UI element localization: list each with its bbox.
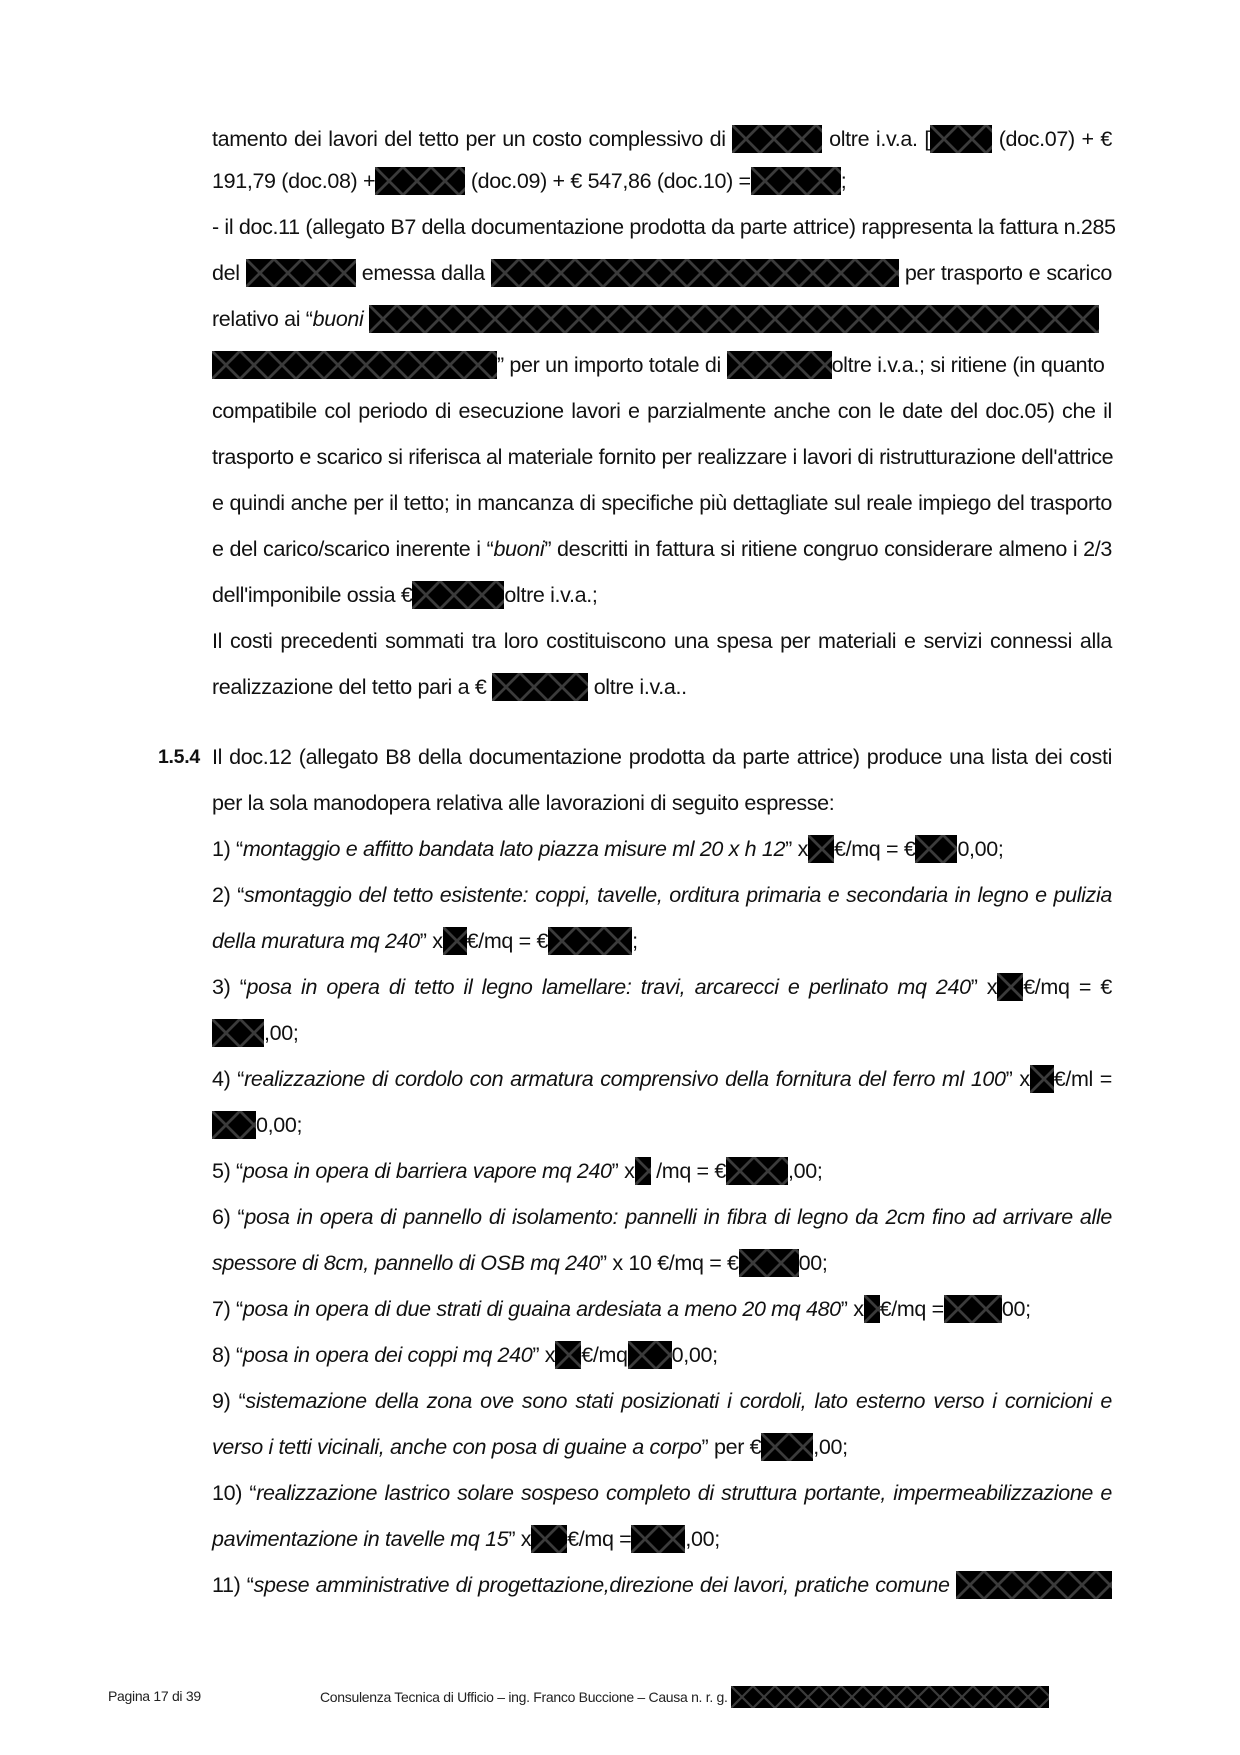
- redaction-box: [930, 125, 992, 153]
- list-item-continuation: 0,00;: [212, 1110, 1112, 1140]
- redaction-box: [739, 1249, 799, 1277]
- redaction-box: [915, 835, 957, 863]
- text-line: 191,79 (doc.08) + (doc.09) + € 547,86 (doc.10) = ;: [212, 169, 847, 193]
- list-item-continuation: della muratura mq 240” x €/mq = € ;: [212, 929, 638, 953]
- redaction-box: [375, 167, 465, 195]
- text-line: - il doc.11 (allegato B7 della documentazione prodotta da parte attrice) rappresenta la fattura n.285: [212, 215, 1116, 239]
- redaction-box: [1030, 1065, 1054, 1093]
- redaction-box: [726, 1157, 788, 1185]
- list-item: 4) “realizzazione di cordolo con armatura comprensivo della fornitura del ferro ml 100” x €/ml =: [212, 1067, 1112, 1091]
- text-line: del emessa dalla per trasporto e scarico: [212, 261, 1112, 285]
- list-item-continuation: ,00;: [212, 1018, 1112, 1048]
- redaction-box: [555, 1341, 581, 1369]
- redaction-box: [732, 125, 822, 153]
- list-item-continuation: pavimentazione in tavelle mq 15” x €/mq = ,00;: [212, 1527, 720, 1551]
- text-line: tamento dei lavori del tetto per un costo complessivo di oltre i.v.a. [ (doc.07) + €: [212, 127, 1113, 151]
- list-item: 7) “posa in opera di due strati di guaina ardesiata a meno 20 mq 480” x €/mq = 00;: [212, 1297, 1031, 1321]
- redaction-box: [731, 1686, 1049, 1708]
- list-item: 1) “montaggio e affitto bandata lato piazza misure ml 20 x h 12” x €/mq = € 0,00;: [212, 837, 1004, 861]
- text-line: ” per un importo totale di oltre i.v.a.; si ritiene (in quanto: [212, 350, 1112, 380]
- section-number: 1.5.4: [158, 746, 200, 768]
- text-line: e quindi anche per il tetto; in mancanza di specifiche più dettagliate sul reale impiego del trasporto: [212, 491, 1112, 515]
- list-item: 6) “posa in opera di pannello di isolamento: pannelli in fibra di legno da 2cm fino ad arrivare alle: [212, 1205, 1112, 1229]
- footer-title: Consulenza Tecnica di Ufficio – ing. Franco Buccione – Causa n. r. g.: [320, 1686, 1049, 1708]
- redaction-box: [956, 1571, 1112, 1599]
- redaction-box: [246, 259, 356, 287]
- list-item-continuation: verso i tetti vicinali, anche con posa di guaine a corpo” per € ,00;: [212, 1435, 848, 1459]
- redaction-box: [864, 1295, 880, 1323]
- text-line: Il doc.12 (allegato B8 della documentazione prodotta da parte attrice) produce una lista dei costi: [212, 745, 1112, 769]
- list-item: 2) “smontaggio del tetto esistente: coppi, tavelle, orditura primaria e secondaria in legno e pulizia: [212, 883, 1112, 907]
- list-item: 9) “sistemazione della zona ove sono stati posizionati i cordoli, lato esterno verso i cornicioni e: [212, 1389, 1113, 1413]
- redaction-box: [727, 351, 832, 379]
- list-item-continuation: spessore di 8cm, pannello di OSB mq 240” x 10 €/mq = € 00;: [212, 1251, 828, 1275]
- redaction-box: [628, 1341, 672, 1369]
- redaction-box: [212, 1019, 264, 1047]
- text-line: relativo ai “buoni: [212, 304, 1112, 334]
- text-line: trasporto e scarico si riferisca al materiale fornito per realizzare i lavori di ristrutturazione dell'attrice: [212, 445, 1114, 469]
- redaction-box: [944, 1295, 1002, 1323]
- list-item: 10) “realizzazione lastrico solare sospeso completo di struttura portante, impermeabilizzazione e: [212, 1481, 1112, 1505]
- redaction-box: [212, 1111, 256, 1139]
- redaction-box: [631, 1525, 685, 1553]
- text-line: dell'imponibile ossia € oltre i.v.a.;: [212, 583, 598, 607]
- redaction-box: [443, 927, 467, 955]
- list-item: 11) “spese amministrative di progettazione,direzione dei lavori, pratiche comune: [212, 1570, 1112, 1600]
- text-line: compatibile col periodo di esecuzione lavori e parzialmente anche con le date del doc.05) che il: [212, 399, 1112, 423]
- list-item: 3) “posa in opera di tetto il legno lamellare: travi, arcarecci e perlinato mq 240” x €/mq = €: [212, 975, 1112, 999]
- redaction-box: [997, 973, 1023, 1001]
- list-item: 5) “posa in opera di barriera vapore mq 240” x /mq = € ,00;: [212, 1159, 823, 1183]
- footer-page-number: Pagina 17 di 39: [108, 1688, 201, 1704]
- text-line: per la sola manodopera relativa alle lavorazioni di seguito espresse:: [212, 791, 835, 815]
- text-line: e del carico/scarico inerente i “buoni” descritti in fattura si ritiene congruo considerare almeno i 2/3: [212, 537, 1113, 561]
- text-line: Il costi precedenti sommati tra loro costituiscono una spesa per materiali e servizi connessi alla: [212, 629, 1112, 653]
- redaction-box: [531, 1525, 567, 1553]
- redaction-box: [761, 1433, 813, 1461]
- redaction-box: [212, 351, 497, 379]
- list-item: 8) “posa in opera dei coppi mq 240” x €/mq 0,00;: [212, 1343, 718, 1367]
- text-line: realizzazione del tetto pari a € oltre i.v.a..: [212, 675, 687, 699]
- redaction-box: [491, 259, 899, 287]
- redaction-box: [751, 167, 841, 195]
- redaction-box: [808, 835, 834, 863]
- redaction-box: [369, 305, 1099, 333]
- redaction-box: [492, 673, 588, 701]
- redaction-box: [635, 1157, 651, 1185]
- redaction-box: [412, 581, 504, 609]
- redaction-box: [548, 927, 632, 955]
